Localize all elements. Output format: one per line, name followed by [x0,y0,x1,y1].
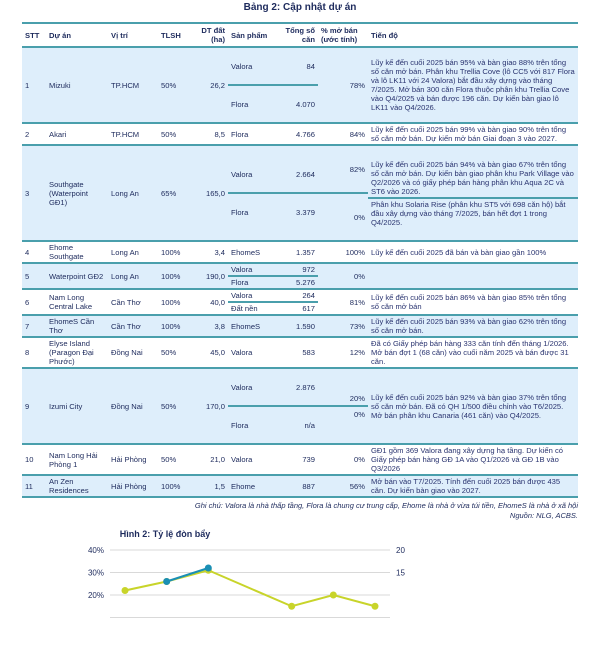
cell-stt: 6 [22,289,46,315]
cell-pct [318,263,368,289]
pct-value: 12% [349,348,365,357]
left-tick-label: 30% [87,568,104,578]
cell-tlsh: 50% [158,444,192,475]
cell-units [276,145,318,241]
blue-series-point [163,578,170,585]
table-row [22,47,578,123]
product-name: Flora [231,129,249,139]
chart-title: Hình 2: Tỷ lệ đòn bẩy [119,529,211,539]
table-row [22,289,578,315]
cell-name: Izumi City [46,368,108,444]
cell-pct [318,315,368,337]
cell-area: 190,0 [192,263,228,289]
progress-text: Lũy kế đến cuối 2025 bán 95% và bàn giao 88% trên tổng số căn mở bán. Phân khu Trellia Cove (lô CC5 với 817 Flora và lô LK11 với 24 Valora) bắt đầu xây dựng vào tháng 7/2025. Mở bán 300 căn Flora thuộc phân khu Trellia Cove vào Q4/2025 và bán được 196 căn. Dự kiến bàn giao lô LK11 vào Q4/2026. [371,58,575,112]
cell-product [228,289,276,315]
yellow-series-point [122,587,129,594]
progress-text: Lũy kế đến cuối 2025 bán 92% và bàn giao 37% trên tổng số căn mở bán. Đã có QH 1/500 điều chỉnh vào T6/2025. Mở bán phân khu Canaria (461 căn) vào Q4/2025. [371,392,567,420]
cell-progress [368,263,578,289]
cell-product [228,241,276,263]
cell-pct [318,47,368,123]
product-name: Valora [231,291,253,300]
pct-value: 84% [349,129,365,139]
cell-progress [368,475,578,497]
product-name: EhomeS [231,247,261,257]
cell-product [228,368,276,444]
cell-tlsh: 50% [158,123,192,145]
col-units: Tổng số căn [276,23,318,47]
product-name: Valora [231,455,253,464]
cell-tlsh: 100% [158,315,192,337]
cell-stt: 10 [22,444,46,475]
table-row [22,315,578,337]
pct-value: 73% [349,321,365,331]
cell-pct [318,289,368,315]
cell-units [276,475,318,497]
cell-product [228,337,276,368]
cell-progress [368,145,578,241]
cell-name: Ehome Southgate [46,241,108,263]
table-note [22,501,578,521]
pct-value: 0% [354,455,365,464]
project-table [22,22,578,498]
table-row [22,263,578,289]
cell-area: 45,0 [192,337,228,368]
cell-area: 3,4 [192,241,228,263]
cell-product [228,315,276,337]
progress-text: Lũy kế đến cuối 2025 bán 86% và bàn giao 85% trên tổng số căn mở bán [371,293,567,311]
table-row [22,337,578,368]
product-units: 1.357 [295,247,315,257]
progress-text: Mở bán vào T7/2025. Tính đến cuối 2025 bán được 435 căn. Dự kiến bàn giao vào 2027. [371,477,561,495]
product-units: 887 [302,481,315,491]
product-name: Valora [231,265,253,274]
product-name: Valora [231,169,253,179]
cell-progress [368,368,578,444]
cell-tlsh: 100% [158,289,192,315]
product-units: 2.664 [295,169,315,179]
cell-location: Cần Thơ [108,289,158,315]
product-units: 972 [302,265,315,274]
cell-stt: 7 [22,315,46,337]
cell-name: Mizuki [46,47,108,123]
progress-text: Đã có Giấy phép bán hàng 333 căn tính đến tháng 1/2026. Mở bán đợt 1 (68 căn) vào cuối năm 2025 và bán được 31 căn. [371,339,569,366]
cell-pct [318,337,368,368]
cell-product [228,145,276,241]
col-product: Sản phẩm [228,23,276,47]
table-row [22,123,578,145]
product-units: 4.766 [295,129,315,139]
cell-location: Đồng Nai [108,368,158,444]
product-name: Flora [231,420,249,430]
pct-value: 78% [349,80,365,90]
cell-name: Waterpoint GĐ2 [46,263,108,289]
progress-text: Lũy kế đến cuối 2025 đã bán và bàn giao gần 100% [371,247,547,257]
cell-area: 40,0 [192,289,228,315]
cell-name: An Zen Residences [46,475,108,497]
cell-name: EhomeS Cần Thơ [46,315,108,337]
product-name: Flora [231,207,249,217]
progress-text: GĐ1 gồm 369 Valora đang xây dựng hạ tầng. Dự kiến có Giấy phép bán hàng GĐ 1A vào Q1/2026 và GĐ 1B vào Q3/2026 [371,446,563,473]
table-row [22,145,578,241]
cell-stt: 1 [22,47,46,123]
note-text: Ghi chú: Valora là nhà thấp tầng, Flora là chung cư trung cấp, Ehome là nhà ở vừa túi tiền, EhomeS là nhà ở xã hội [194,501,578,510]
cell-location: Hải Phòng [108,475,158,497]
cell-location: Cần Thơ [108,315,158,337]
cell-progress [368,47,578,123]
blue-series-point [205,565,212,572]
cell-area: 165,0 [192,145,228,241]
cell-product [228,475,276,497]
yellow-series-line [125,570,375,606]
cell-product [228,47,276,123]
product-units: 4.070 [295,99,315,109]
cell-units [276,263,318,289]
product-name: Valora [231,348,253,357]
cell-stt: 11 [22,475,46,497]
cell-name: Nam Long Hải Phòng 1 [46,444,108,475]
cell-pct [318,444,368,475]
table-title: Bảng 2: Cập nhật dự án [243,2,357,13]
cell-product [228,263,276,289]
progress-text: Lũy kế đến cuối 2025 bán 94% và bàn giao 67% trên tổng số căn mở bán. Dự kiến bàn giao phân khu Park Village vào Q2/2026 và có giấy phép bán hàng phân khu Aqua 2C và ST6 vào 2026. [368,159,578,199]
table-row [22,444,578,475]
product-name: Flora [231,278,249,287]
table-row [22,368,578,444]
col-area: DT đất (ha) [192,23,228,47]
cell-area: 8,5 [192,123,228,145]
cell-tlsh: 65% [158,145,192,241]
cell-units [276,337,318,368]
cell-product [228,444,276,475]
cell-units [276,47,318,123]
yellow-series-point [288,603,295,610]
product-units: 1.590 [295,321,315,331]
cell-area: 21,0 [192,444,228,475]
pct-value: 0% [354,212,365,222]
right-tick-label: 20 [396,546,405,555]
table-row [22,475,578,497]
cell-product [228,123,276,145]
cell-pct [318,241,368,263]
cell-name: Akari [46,123,108,145]
yellow-series-point [330,592,337,599]
cell-location: TP.HCM [108,123,158,145]
leverage-chart [0,540,420,650]
product-units: 264 [302,291,315,300]
cell-units [276,315,318,337]
cell-location: Long An [108,145,158,241]
cell-pct [318,475,368,497]
product-name: EhomeS [231,321,261,331]
cell-area: 1,5 [192,475,228,497]
col-progress: Tiến độ [368,23,578,47]
product-units: 2.876 [295,382,315,392]
cell-pct [318,145,368,241]
cell-tlsh: 100% [158,241,192,263]
table-row [22,241,578,263]
cell-name: Southgate (Waterpoint GĐ1) [46,145,108,241]
cell-progress [368,337,578,368]
cell-progress [368,241,578,263]
cell-progress [368,315,578,337]
cell-stt: 9 [22,368,46,444]
cell-stt: 5 [22,263,46,289]
pct-value: 100% [345,247,365,257]
cell-location: Long An [108,263,158,289]
product-units: 3.379 [295,207,315,217]
product-units: 5.276 [295,278,315,287]
col-tlsh: TLSH [158,23,192,47]
cell-tlsh: 50% [158,337,192,368]
cell-tlsh: 100% [158,263,192,289]
header-row [22,23,578,47]
cell-stt: 4 [22,241,46,263]
source-text: Nguồn: NLG, ACBS. [509,511,578,520]
cell-progress [368,444,578,475]
pct-value: 0% [354,409,365,419]
cell-units [276,123,318,145]
progress-text: Lũy kế đến cuối 2025 bán 99% và bàn giao 90% trên tổng số căn mở bán. Dự kiến mở bán Giai đoạn 3 vào 2027. [371,125,567,143]
col-location: Vị trí [108,23,158,47]
product-units: n/a [304,420,315,430]
product-name: Valora [231,382,253,392]
cell-pct [318,123,368,145]
cell-tlsh: 50% [158,368,192,444]
cell-pct [318,368,368,444]
cell-progress [368,123,578,145]
left-tick-label: 40% [87,546,104,555]
cell-location: Long An [108,241,158,263]
cell-name: Nam Long Central Lake [46,289,108,315]
cell-tlsh: 50% [158,47,192,123]
cell-tlsh: 100% [158,475,192,497]
cell-location: Hải Phòng [108,444,158,475]
cell-stt: 3 [22,145,46,241]
cell-area: 3,8 [192,315,228,337]
pct-value: 0% [354,271,365,281]
pct-value: 20% [349,393,365,403]
pct-value: 81% [349,297,365,307]
cell-units [276,444,318,475]
progress-text: Lũy kế đến cuối 2025 bán 93% và bàn giao 62% trên tổng số căn mở bán. [371,317,567,335]
progress-text: Phân khu Solaria Rise (phân khu ST5 với 698 căn hộ) bắt đầu xây dựng vào tháng 7/2025, bán hết đợt 1 trong Q4/2025. [371,199,566,227]
cell-stt: 2 [22,123,46,145]
cell-area: 170,0 [192,368,228,444]
cell-location: Đồng Nai [108,337,158,368]
product-units: 84 [306,61,315,71]
pct-value: 82% [349,164,365,174]
product-name: Ehome [231,481,256,491]
cell-units [276,368,318,444]
col-stt: STT [22,23,46,47]
cell-location: TP.HCM [108,47,158,123]
product-units: 617 [302,304,315,313]
product-name: Đất nền [231,304,258,313]
blue-series-line [167,568,209,582]
col-pct: % mở bán (ước tính) [318,23,368,47]
col-name: Dự án [46,23,108,47]
product-units: 583 [302,348,315,357]
left-tick-label: 20% [87,591,104,600]
progress-text [368,268,578,284]
right-tick-label: 15 [396,568,405,578]
product-units: 739 [302,455,315,464]
cell-units [276,241,318,263]
cell-stt: 8 [22,337,46,368]
cell-area: 26,2 [192,47,228,123]
cell-units [276,289,318,315]
cell-progress [368,289,578,315]
product-name: Valora [231,61,253,71]
product-name: Flora [231,99,249,109]
yellow-series-point [372,603,379,610]
cell-name: Elyse Island (Paragon Đại Phước) [46,337,108,368]
pct-value: 56% [349,481,365,491]
